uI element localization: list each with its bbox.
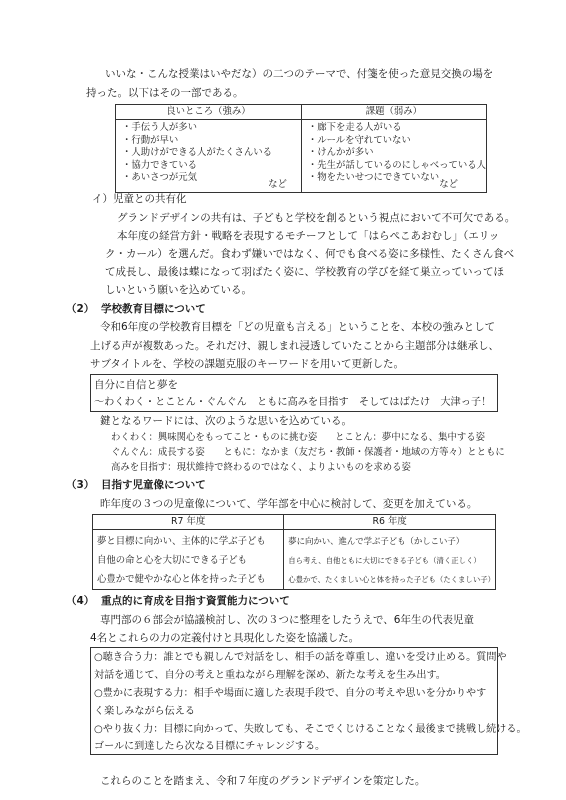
section-i-line: グランドデザインの共有は、子どもと学校を創るという視点において不可欠である。 bbox=[117, 212, 516, 224]
r6-item: 夢に向かい、進んで学ぶ子ども（かしこい子） bbox=[288, 536, 465, 546]
section-4-intro-2: 4名とこれらの力の定義付けと具現化した姿を協議した。 bbox=[90, 632, 360, 644]
keyword-takami: 高みを目指す：現状維持で終わるのではなく、よりよいものを求める姿 bbox=[111, 462, 411, 473]
weakness-item: ・先生が話しているのにしゃべっている人 bbox=[307, 159, 486, 171]
section-i-line: ク・カール）を選んだ。食わず嫌いではなく、何でも食べる姿に多様性、たくさん食べ bbox=[105, 248, 515, 260]
weakness-item: ・廊下を走る人がいる bbox=[307, 122, 402, 133]
strength-item: ・行動が早い bbox=[122, 134, 179, 146]
section-2-line: 上げる声が複数あった。それだけ、親しまれ浸透していたことから主題部分は継承し、 bbox=[90, 340, 499, 352]
strength-item: ・人助けができる人がたくさんいる bbox=[122, 147, 273, 159]
weakness-item: ・物をたいせつにできていない bbox=[307, 172, 440, 184]
ability-line: ○聴き合う力：誰とでも親しんで対話をし、相手の話を尊重し、違いを受け止める。質問や bbox=[94, 652, 507, 663]
keyword-gungun-tomoni: ぐんぐん：成長する姿 ともに：なかま（友だち・教師・保護者・地域の方等々）とともに bbox=[111, 447, 505, 458]
r6-header: R6 年度 bbox=[284, 515, 496, 530]
keywords-intro: 鍵となるワードには、次のような思いを込めている。 bbox=[100, 415, 352, 427]
strength-cell bbox=[116, 120, 302, 193]
r6-item: 心豊かで、たくましい心と体を持った子ども（たくましい子） bbox=[288, 575, 495, 584]
section-2-line: サブタイトルを、学校の課題克服のキーワードを用いて更新した。 bbox=[90, 358, 405, 370]
r6-cell bbox=[284, 530, 496, 590]
section-i-line: しいという願いを込めている。 bbox=[105, 284, 252, 296]
r7-cell bbox=[93, 530, 284, 590]
weakness-etc: など bbox=[439, 179, 458, 190]
weakness-cell bbox=[301, 120, 486, 193]
section-2-line: 令和6年度の学校教育目標を「どの児童も言える」ということを、本校の強みとして bbox=[100, 321, 496, 333]
intro-line-1: いいな・こんな授業はいやだな）の二つのテーマで、付箋を使った意見交換の場を bbox=[105, 68, 494, 80]
child-image-table bbox=[92, 514, 496, 590]
keyword-wakuwaku: わくわく：興味関心をもってこと・ものに挑む姿 bbox=[111, 432, 318, 443]
section-2-number: （2） bbox=[66, 303, 95, 315]
keyword-tokoton: とことん：夢中になる、集中する姿 bbox=[335, 432, 486, 443]
strength-etc: など bbox=[268, 179, 287, 190]
weakness-item: ・ルールを守れていない bbox=[307, 134, 411, 146]
school-goal-line-1: 自分に自信と夢を bbox=[94, 379, 178, 391]
school-goal-line-2: ～わくわく・とことん・ぐんぐん ともに高みを目指す そしてはばたけ 大津っ子！ bbox=[94, 397, 492, 408]
r7-header: R7 年度 bbox=[93, 515, 284, 530]
section-3-title: 目指す児童像について bbox=[101, 479, 206, 491]
r6-item: 自ら考え、自他ともに大切にできる子ども（清く正しく） bbox=[288, 556, 481, 565]
intro-line-2: 持った。以下はその一部である。 bbox=[86, 87, 244, 99]
ability-line: ○やり抜く力：目標に向かって、失敗しても、そこでくじけることなく最後まで挑戦し続ける。 bbox=[94, 724, 527, 735]
section-4-intro-1: 専門部の６部会が協議検討し、次の３つに整理をしたうえで、6年生の代表児童 bbox=[100, 614, 474, 626]
section-3-intro: 昨年度の３つの児童像について、学年部を中心に検討して、変更を加えている。 bbox=[100, 498, 478, 510]
section-i-line: て成長し、最後は蝶になって羽ばたく姿に、学校教育の学びを経て巣立っていってほ bbox=[105, 266, 504, 278]
ability-line: く楽しみながら伝える bbox=[94, 706, 195, 717]
r7-item: 心豊かで健やかな心と体を持った子ども bbox=[97, 574, 266, 585]
ability-line: 対話を通じて、自分の考えと重ねながら理解を深め、新たな考えを生み出す。 bbox=[94, 670, 446, 681]
section-2-title: 学校教育目標について bbox=[101, 303, 206, 315]
strength-header: 良いところ（強み） bbox=[116, 105, 302, 120]
strength-item: ・協力できている bbox=[122, 159, 198, 171]
closing-line: これらのことを踏まえ、令和７年度のグランドデザインを策定した。 bbox=[100, 775, 426, 787]
strength-item: ・あいさつが元気 bbox=[122, 172, 198, 184]
ability-line: ゴールに到達したら次なる目標にチャレンジする。 bbox=[94, 741, 326, 752]
section-i-heading: イ）児童との共有化 bbox=[92, 193, 187, 205]
r7-item: 夢と目標に向かい、主体的に学ぶ子ども bbox=[97, 536, 266, 547]
section-4-number: （4） bbox=[66, 595, 95, 607]
weakness-item: ・けんかが多い bbox=[307, 147, 374, 159]
r7-item: 自他の命と心を大切にできる子ども bbox=[97, 555, 248, 566]
section-4-title: 重点的に育成を目指す資質能力について bbox=[101, 595, 290, 607]
ability-line: ○豊かに表現する力：相手や場面に適した表現手段で、自分の考えや思いを分かりやす bbox=[94, 688, 487, 699]
strength-item: ・手伝う人が多い bbox=[122, 122, 198, 133]
weakness-header: 課題（弱み） bbox=[301, 105, 486, 120]
section-3-number: （3） bbox=[66, 479, 95, 491]
strength-weakness-table bbox=[115, 104, 487, 193]
section-i-line: 本年度の経営方針・戦略を表現するモチーフとして「はらぺこあおむし」（エリッ bbox=[117, 230, 500, 242]
